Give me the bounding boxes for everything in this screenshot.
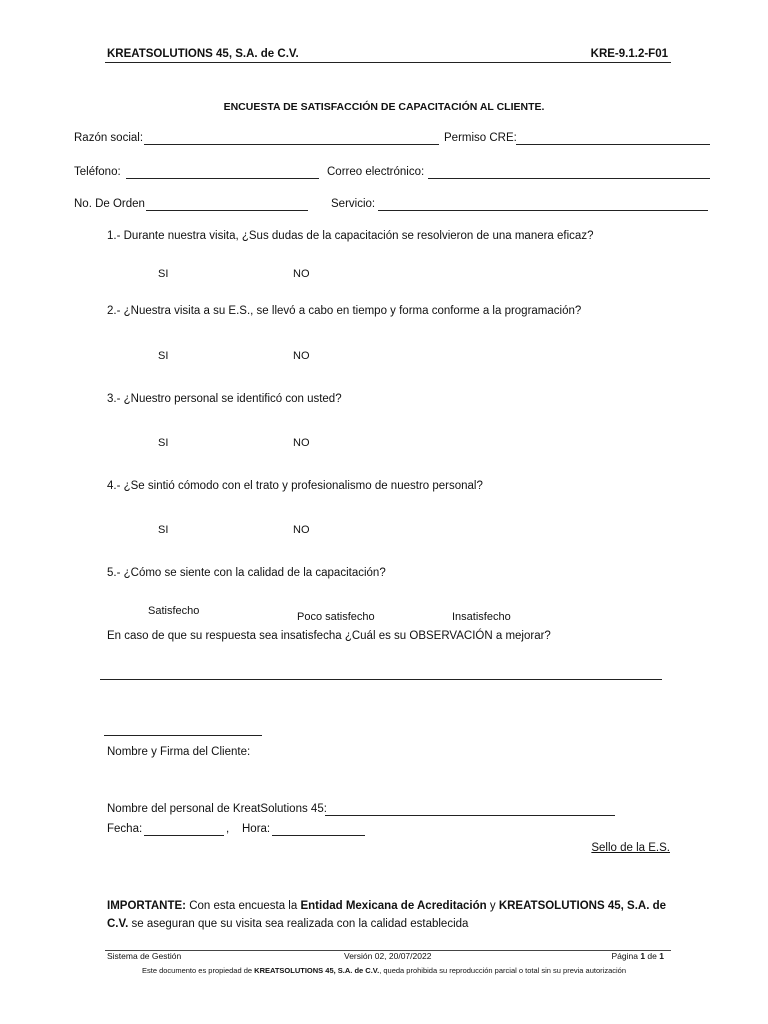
question-2: 2.- ¿Nuestra visita a su E.S., se llevó a cabo en tiempo y forma conforme a la programación? [107, 305, 582, 317]
permiso-cre-field[interactable] [516, 144, 710, 145]
q3-option-si[interactable]: SI [158, 437, 169, 449]
q4-option-no[interactable]: NO [293, 524, 310, 536]
important-text-3: se aseguran que su visita sea realizada con la calidad establecida [131, 918, 469, 930]
important-entity: Entidad Mexicana de Acreditación [300, 900, 487, 912]
q1-option-no[interactable]: NO [293, 268, 310, 280]
razon-social-label: Razón social: [74, 132, 144, 144]
footer-page-num: 1 [640, 951, 646, 961]
razon-social-field[interactable] [144, 144, 439, 145]
important-label: IMPORTANTE: [107, 900, 187, 912]
company-name: KREATSOLUTIONS 45, S.A. de C.V. [107, 48, 299, 60]
footer-page-total: 1 [659, 951, 664, 961]
footer-notice-suffix: , queda prohibida su reproducción parcial o total sin su previa autorización [379, 966, 627, 975]
hora-field[interactable] [272, 835, 365, 836]
question-3: 3.- ¿Nuestro personal se identificó con usted? [107, 393, 342, 405]
header-divider [105, 62, 671, 63]
staff-name-field[interactable] [325, 815, 615, 816]
permiso-cre-label: Permiso CRE: [444, 132, 517, 144]
option-poco-satisfecho[interactable]: Poco satisfecho [297, 611, 375, 623]
document-code: KRE-9.1.2-F01 [590, 48, 668, 60]
observation-field[interactable] [100, 679, 662, 680]
servicio-label: Servicio: [331, 198, 376, 210]
q2-option-si[interactable]: SI [158, 350, 169, 362]
sello-label: Sello de la E.S. [591, 842, 670, 854]
important-text-2: y [489, 900, 496, 912]
signature-label: Nombre y Firma del Cliente: [107, 746, 251, 758]
footer-page-of: de [647, 951, 657, 961]
telefono-label: Teléfono: [74, 166, 121, 178]
no-orden-field[interactable] [146, 210, 308, 211]
correo-field[interactable] [428, 178, 710, 179]
q1-option-si[interactable]: SI [158, 268, 169, 280]
signature-line[interactable] [104, 735, 262, 736]
footer-version: Versión 02, 20/07/2022 [344, 951, 432, 961]
q3-option-no[interactable]: NO [293, 437, 310, 449]
fecha-label: Fecha: [107, 823, 143, 835]
observation-prompt: En caso de que su respuesta sea insatisfecha ¿Cuál es su OBSERVACIÓN a mejorar? [107, 630, 551, 642]
correo-label: Correo electrónico: [327, 166, 425, 178]
important-company: KREATSOLUTIONS 45, S.A. de C.V. [107, 900, 667, 930]
option-satisfecho[interactable]: Satisfecho [148, 605, 200, 617]
important-text-1: Con esta encuesta la [189, 900, 298, 912]
hora-label: Hora: [242, 823, 271, 835]
servicio-field[interactable] [378, 210, 708, 211]
q4-option-si[interactable]: SI [158, 524, 169, 536]
footer-notice [0, 966, 768, 975]
footer-notice-company: KREATSOLUTIONS 45, S.A. de C.V. [254, 966, 380, 975]
survey-title: ENCUESTA DE SATISFACCIÓN DE CAPACITACIÓN AL CLIENTE. [223, 101, 545, 113]
staff-name-label: Nombre del personal de KreatSolutions 45: [107, 803, 327, 815]
footer-page-prefix: Página [611, 951, 638, 961]
no-orden-label: No. De Orden [74, 198, 145, 210]
footer-page [611, 951, 664, 961]
question-1: 1.- Durante nuestra visita, ¿Sus dudas de la capacitación se resolvieron de una manera eficaz? [107, 230, 594, 242]
telefono-field[interactable] [126, 178, 319, 179]
footer-notice-prefix: Este documento es propiedad de [141, 966, 253, 975]
important-note [107, 897, 677, 933]
fecha-field[interactable] [144, 835, 224, 836]
fecha-comma: , [226, 823, 230, 835]
option-insatisfecho[interactable]: Insatisfecho [452, 611, 511, 623]
question-4: 4.- ¿Se sintió cómodo con el trato y profesionalismo de nuestro personal? [107, 480, 483, 492]
footer-system: Sistema de Gestión [107, 951, 182, 961]
q2-option-no[interactable]: NO [293, 350, 310, 362]
question-5: 5.- ¿Cómo se siente con la calidad de la capacitación? [107, 567, 386, 579]
